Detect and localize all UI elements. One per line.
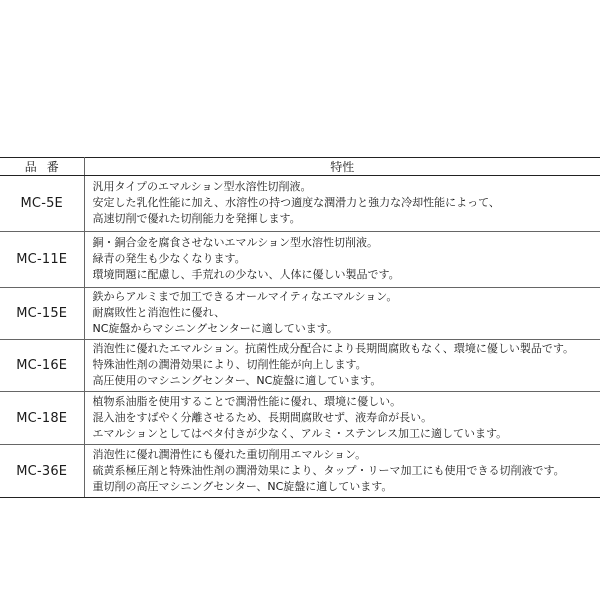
product-spec-table xyxy=(0,157,600,498)
description-line: 消泡性に優れたエマルション。抗菌性成分配合により長期間腐敗もなく、環境に優しい製品です。 xyxy=(92,342,575,355)
description-line: 高速切削で優れた切削能力を発揮します。 xyxy=(92,212,301,225)
model-number: MC-18E xyxy=(0,392,84,445)
description-line: 銅・銅合金を腐食させないエマルション型水溶性切削液。 xyxy=(92,236,379,249)
table-row xyxy=(0,176,600,232)
description-line: 植物系油脂を使用することで潤滑性能に優れ、環境に優しい。 xyxy=(92,394,402,408)
description-line: 特殊油性剤の潤滑効果により、切削性能が向上します。 xyxy=(92,358,367,371)
model-number: MC-36E xyxy=(0,445,84,498)
property-description xyxy=(84,340,600,392)
table-header-row xyxy=(0,158,600,176)
description-line: 重切削の高圧マシニングセンター、NC旋盤に適しています。 xyxy=(92,479,393,493)
property-description xyxy=(84,176,600,232)
description-line: 汎用タイプのエマルション型水溶性切削液。 xyxy=(92,180,312,193)
description-line: 鉄からアルミまで加工できるオールマイティなエマルション。 xyxy=(92,290,398,303)
description-line: 耐腐敗性と消泡性に優れ、 xyxy=(92,306,226,319)
table-row xyxy=(0,340,600,392)
column-header-property: 特性 xyxy=(84,158,600,176)
model-number: MC-5E xyxy=(0,176,84,232)
property-description xyxy=(84,288,600,340)
description-line: 混入油をすばやく分離させるため、長期間腐敗せず、液寿命が長い。 xyxy=(92,410,433,424)
description-line: 硫黄系極圧剤と特殊油性剤の潤滑効果により、タップ・リーマ加工にも使用できる切削液です。 xyxy=(92,463,565,477)
description-line: 安定した乳化性能に加え、水溶性の持つ適度な潤滑力と強力な冷却性能によって、 xyxy=(92,196,500,209)
description-line: NC旋盤からマシニングセンターに適しています。 xyxy=(92,322,338,335)
model-number: MC-15E xyxy=(0,288,84,340)
description-line: 高圧使用のマシニングセンター、NC旋盤に適しています。 xyxy=(92,374,382,387)
table-row xyxy=(0,232,600,288)
table-row xyxy=(0,445,600,498)
property-description xyxy=(84,445,600,498)
table-row xyxy=(0,392,600,445)
property-description xyxy=(84,232,600,288)
description-line: 消泡性に優れ潤滑性にも優れた重切削用エマルション。 xyxy=(92,447,367,461)
table-row xyxy=(0,288,600,340)
model-number: MC-11E xyxy=(0,232,84,288)
column-header-model: 品番 xyxy=(0,158,84,176)
description-line: 環境問題に配慮し、手荒れの少ない、人体に優しい製品です。 xyxy=(92,268,400,281)
description-line: エマルションとしてはベタ付きが少なく、アルミ・ステンレス加工に適しています。 xyxy=(92,426,508,440)
property-description xyxy=(84,392,600,445)
model-number: MC-16E xyxy=(0,340,84,392)
description-line: 緑青の発生も少なくなります。 xyxy=(92,252,246,265)
